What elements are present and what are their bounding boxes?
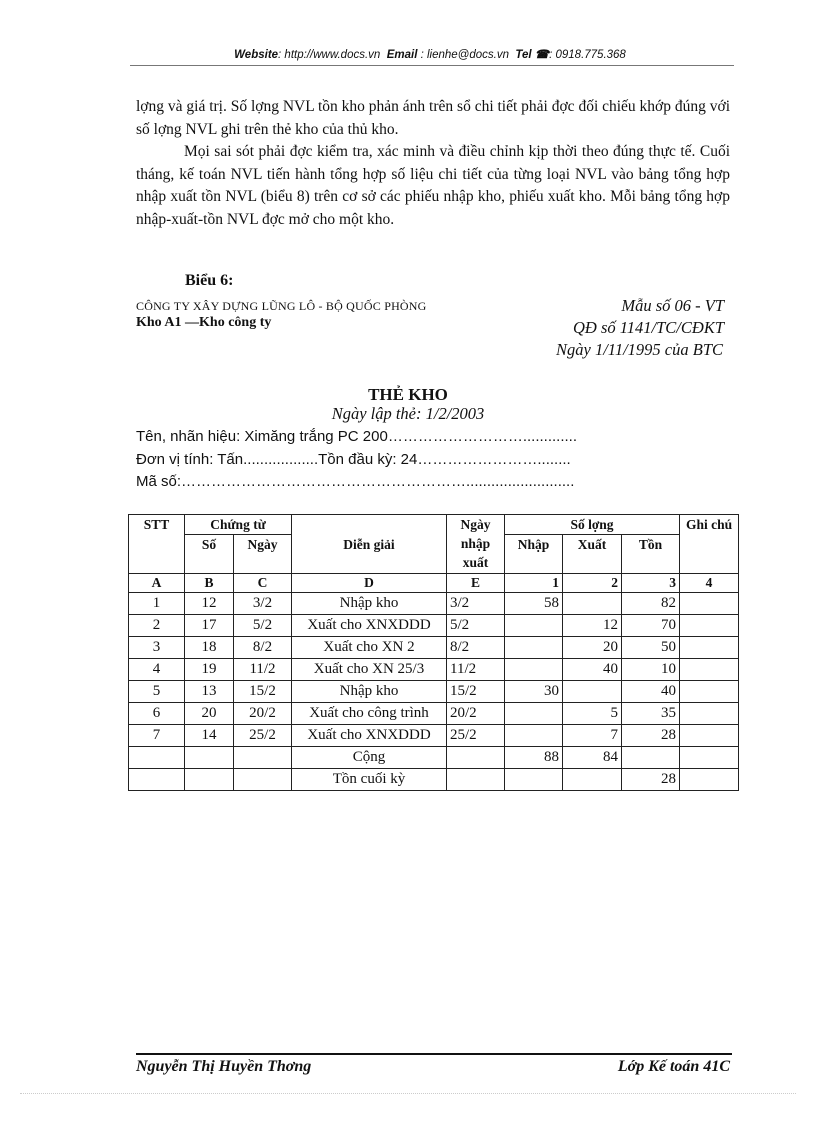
table-cell: 20/2 [447, 703, 505, 725]
table-cell: E [447, 574, 505, 593]
table-cell [505, 615, 563, 637]
website-label: Website [234, 49, 279, 61]
table-cell [680, 725, 739, 747]
table-cell [563, 593, 622, 615]
footer-class: Lớp Kế toán 41C [617, 1058, 730, 1075]
email-value: : lienhe@docs.vn [420, 49, 509, 61]
table-cell [680, 593, 739, 615]
stock-card-table [128, 514, 739, 791]
table-row [129, 703, 739, 725]
table-cell: 2 [129, 615, 185, 637]
table-cell [563, 681, 622, 703]
dien-giai-header: Diễn giải [292, 515, 447, 574]
ngay-nhap-xuat-header: Ngày nhập xuất [447, 515, 505, 574]
table-cell [505, 703, 563, 725]
closing-balance-row [129, 769, 739, 791]
table-cell: 5 [129, 681, 185, 703]
table-cell: Xuất cho XNXDDD [292, 615, 447, 637]
table-cell: 28 [622, 769, 680, 791]
table-cell: 1 [505, 574, 563, 593]
tel-value: : 0918.775.368 [549, 49, 626, 61]
paragraph-1: lợng và giá trị. Số lợng NVL tồn kho phản ánh trên sổ chi tiết phải đợc đối chiếu khớp đúng với số lợng NVL ghi trên thẻ kho của thủ kho. [136, 98, 731, 138]
table-cell [505, 659, 563, 681]
warehouse-name: Kho A1 —Kho công ty [136, 315, 272, 330]
company-name: CÔNG TY XÂY DỰNG LŨNG LÔ - BỘ QUỐC PHÒNG [136, 299, 427, 313]
table-cell: 7 [129, 725, 185, 747]
table-cell [680, 769, 739, 791]
so-header: Số [185, 535, 234, 574]
tel-label: Tel ☎ [515, 49, 550, 61]
table-row [129, 659, 739, 681]
table-cell: 3/2 [447, 593, 505, 615]
table-cell: Xuất cho công trình [292, 703, 447, 725]
table-cell: 4 [680, 574, 739, 593]
ton-header: Tồn [622, 535, 680, 574]
table-cell: 11/2 [447, 659, 505, 681]
decision-number: QĐ số 1141/TC/CĐKT [573, 318, 724, 337]
table-cell: 13 [185, 681, 234, 703]
document-date: Ngày lập thẻ: 1/2/2003 [331, 404, 485, 423]
table-cell [563, 769, 622, 791]
table-cell: 25/2 [234, 725, 292, 747]
table-cell: D [292, 574, 447, 593]
table-cell: 11/2 [234, 659, 292, 681]
table-cell: 7 [563, 725, 622, 747]
table-cell [622, 747, 680, 769]
footer-author: Nguyễn Thị Huyền Thơng [136, 1058, 312, 1075]
table-cell: 3 [622, 574, 680, 593]
table-cell: 5 [563, 703, 622, 725]
code-row [129, 574, 739, 593]
table-cell [234, 747, 292, 769]
table-cell: C [234, 574, 292, 593]
website-value: : http://www.docs.vn [278, 49, 381, 61]
table-row [129, 681, 739, 703]
table-cell: 40 [563, 659, 622, 681]
table-cell: 2 [563, 574, 622, 593]
table-cell: 4 [129, 659, 185, 681]
table-cell: Xuất cho XN 2 [292, 637, 447, 659]
table-cell: 30 [505, 681, 563, 703]
table-cell: 8/2 [234, 637, 292, 659]
table-cell: Xuất cho XNXDDD [292, 725, 447, 747]
header-row-1 [129, 515, 739, 535]
table-cell: 20 [563, 637, 622, 659]
table-cell: 19 [185, 659, 234, 681]
table-cell [129, 769, 185, 791]
table-cell: 6 [129, 703, 185, 725]
table-cell: 5/2 [234, 615, 292, 637]
table-cell [680, 747, 739, 769]
table-cell: 28 [622, 725, 680, 747]
email-label: Email [386, 49, 418, 61]
table-cell: A [129, 574, 185, 593]
form-number: Mẫu số 06 - VT [621, 296, 724, 315]
table-cell: 14 [185, 725, 234, 747]
table-cell: 20/2 [234, 703, 292, 725]
table-cell: 1 [129, 593, 185, 615]
table-cell: Cộng [292, 747, 447, 769]
paragraph-2: Mọi sai sót phải đợc kiểm tra, xác minh và điều chỉnh kịp thời theo đúng thực tế. Cuối tháng, kế toán NVL tiến hành tổng hợp số liệu chi tiết của từng loại NVL vào bảng tổng hợp nhập xuất tồn NVL (biểu 8) trên cơ sở các phiếu nhập kho, phiếu xuất kho. Mỗi bảng tổng hợp nhập-xuất-tồn NVL đợc mở cho một kho. [136, 143, 730, 228]
table-cell: 88 [505, 747, 563, 769]
table-cell [680, 703, 739, 725]
bieu-label: Biểu 6: [185, 272, 234, 289]
table-cell: 12 [185, 593, 234, 615]
table-cell [680, 615, 739, 637]
table-cell: 18 [185, 637, 234, 659]
table-cell [505, 637, 563, 659]
table-cell: 25/2 [447, 725, 505, 747]
table-cell: 15/2 [447, 681, 505, 703]
table-cell: 50 [622, 637, 680, 659]
table-cell: 3 [129, 637, 185, 659]
table-cell [680, 659, 739, 681]
table-cell: 20 [185, 703, 234, 725]
table-cell: 17 [185, 615, 234, 637]
item-name-line: Tên, nhãn hiệu: Ximăng trắng PC 200………………………............. [136, 428, 578, 445]
document-title: THẺ KHO [368, 385, 448, 404]
code-line: Mã số:………………………………………………….......................... [136, 473, 575, 490]
ghi-chu-header: Ghi chú [680, 515, 739, 574]
table-cell: 70 [622, 615, 680, 637]
table-cell: 8/2 [447, 637, 505, 659]
ngay-header: Ngày [234, 535, 292, 574]
table-cell: 3/2 [234, 593, 292, 615]
table-cell: 5/2 [447, 615, 505, 637]
table-cell: Tồn cuối kỳ [292, 769, 447, 791]
table-cell [680, 681, 739, 703]
table-row [129, 725, 739, 747]
table-cell: 58 [505, 593, 563, 615]
stt-header: STT [129, 515, 185, 574]
table-cell [680, 637, 739, 659]
decision-date: Ngày 1/11/1995 của BTC [556, 340, 723, 359]
table-cell [129, 747, 185, 769]
table-cell [185, 747, 234, 769]
unit-line: Đơn vị tính: Tấn..................Tồn đầu kỳ: 24……………………........ [136, 451, 571, 468]
so-luong-header: Số lợng [505, 515, 680, 535]
table-cell: 82 [622, 593, 680, 615]
page-header [130, 47, 730, 61]
table-row [129, 615, 739, 637]
table-cell [505, 769, 563, 791]
chung-tu-header: Chứng từ [185, 515, 292, 535]
table-cell: 84 [563, 747, 622, 769]
body-text [136, 96, 730, 232]
table-cell [505, 725, 563, 747]
table-row [129, 593, 739, 615]
table-cell [447, 747, 505, 769]
table-cell: 10 [622, 659, 680, 681]
footer-divider [136, 1053, 732, 1055]
table-cell: 35 [622, 703, 680, 725]
table-cell: Nhập kho [292, 681, 447, 703]
header-divider [130, 65, 734, 66]
table-cell: Nhập kho [292, 593, 447, 615]
page-bottom-border [20, 1093, 796, 1094]
table-cell [234, 769, 292, 791]
table-cell: Xuất cho XN 25/3 [292, 659, 447, 681]
nhap-header: Nhập [505, 535, 563, 574]
table-cell: B [185, 574, 234, 593]
table-cell: 40 [622, 681, 680, 703]
table-cell [447, 769, 505, 791]
table-cell: 12 [563, 615, 622, 637]
table-row [129, 637, 739, 659]
table-cell: 15/2 [234, 681, 292, 703]
total-row [129, 747, 739, 769]
xuat-header: Xuất [563, 535, 622, 574]
table-cell [185, 769, 234, 791]
